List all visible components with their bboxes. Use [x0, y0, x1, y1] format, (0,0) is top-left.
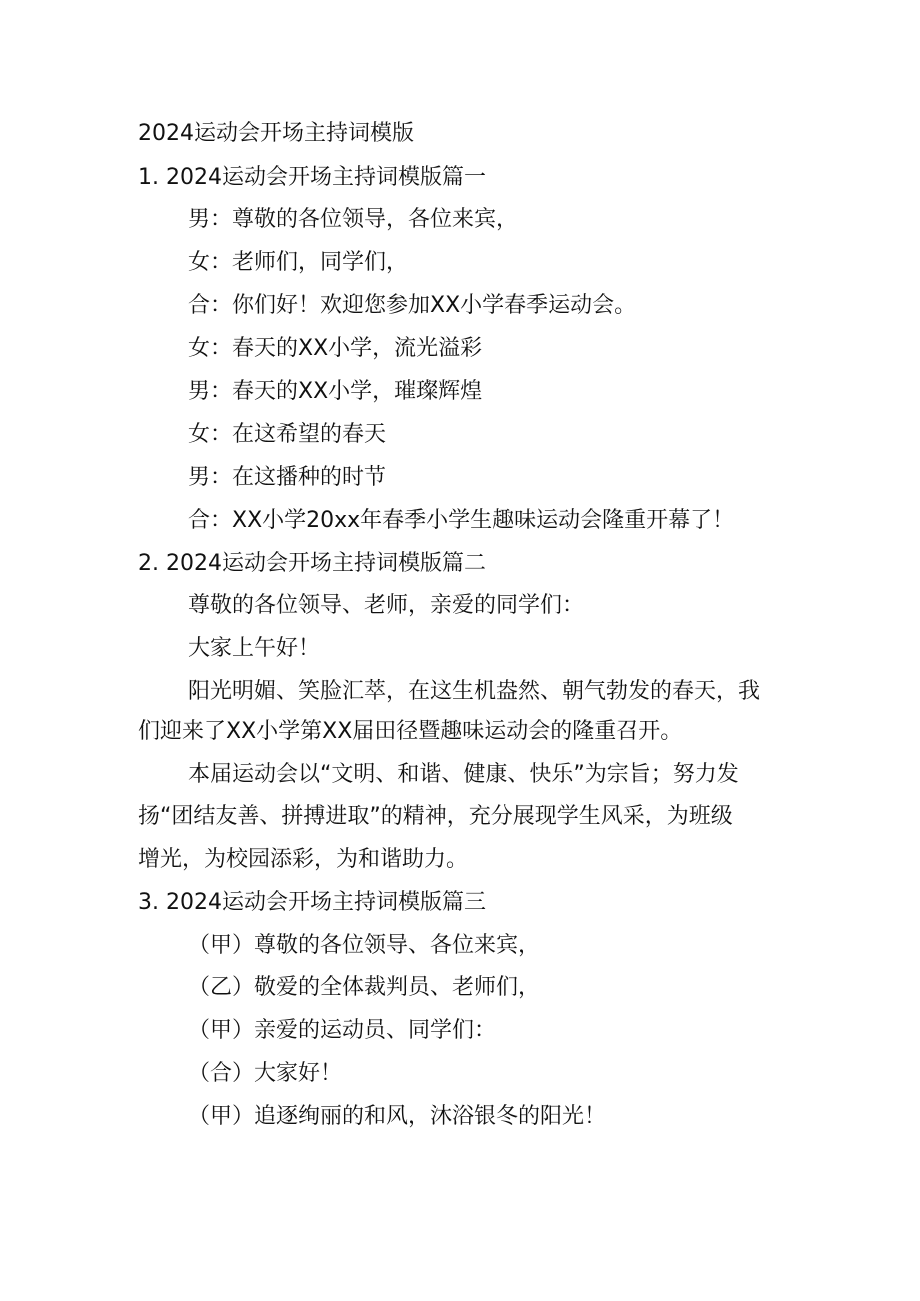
section-1-line: 男：在这播种的时节 — [188, 465, 387, 490]
section-1-line: 女：在这希望的春天 — [188, 422, 387, 447]
section-1-heading: 1. 2024运动会开场主持词模版篇一 — [138, 165, 486, 190]
section-2-paragraph-1-line-1: 阳光明媚、笑脸汇萃，在这生机盎然、朝气勃发的春天，我 — [188, 679, 761, 704]
section-2-hello: 大家上午好！ — [188, 636, 321, 661]
document-title: 2024运动会开场主持词模版 — [138, 121, 414, 146]
section-3-line: （甲）亲爱的运动员、同学们： — [188, 1018, 497, 1043]
section-1-line: 合：你们好！欢迎您参加XX小学春季运动会。 — [188, 293, 637, 318]
section-2-paragraph-2-line-2: 扬“团结友善、拼搏进取”的精神，充分展现学生风采，为班级 — [138, 804, 733, 829]
section-3-line: （甲）尊敬的各位领导、各位来宾， — [188, 933, 541, 958]
section-1-line: 男：春天的XX小学，璀璨辉煌 — [188, 379, 483, 404]
section-3-line: （合）大家好！ — [188, 1061, 343, 1086]
section-1-line: 女：春天的XX小学，流光溢彩 — [188, 336, 483, 361]
section-1-line: 男：尊敬的各位领导，各位来宾， — [188, 207, 519, 232]
section-3-heading: 3. 2024运动会开场主持词模版篇三 — [138, 890, 486, 915]
section-1-line: 合：XX小学20xx年春季小学生趣味运动会隆重开幕了！ — [188, 508, 735, 533]
section-2-paragraph-2-line-3: 增光，为校园添彩，为和谐助力。 — [138, 847, 469, 872]
section-2-greeting: 尊敬的各位领导、老师，亲爱的同学们： — [188, 593, 585, 618]
section-2-paragraph-2-line-1: 本届运动会以“文明、和谐、健康、快乐”为宗旨；努力发 — [188, 762, 739, 787]
section-1-line: 女：老师们，同学们， — [188, 250, 409, 275]
section-3-line: （甲）追逐绚丽的和风，沐浴银冬的阳光！ — [188, 1104, 607, 1129]
section-3-line: （乙）敬爱的全体裁判员、老师们， — [188, 975, 541, 1000]
section-2-paragraph-1-line-2: 们迎来了XX小学第XX届田径暨趣味运动会的隆重召开。 — [138, 719, 683, 744]
section-2-heading: 2. 2024运动会开场主持词模版篇二 — [138, 551, 486, 576]
